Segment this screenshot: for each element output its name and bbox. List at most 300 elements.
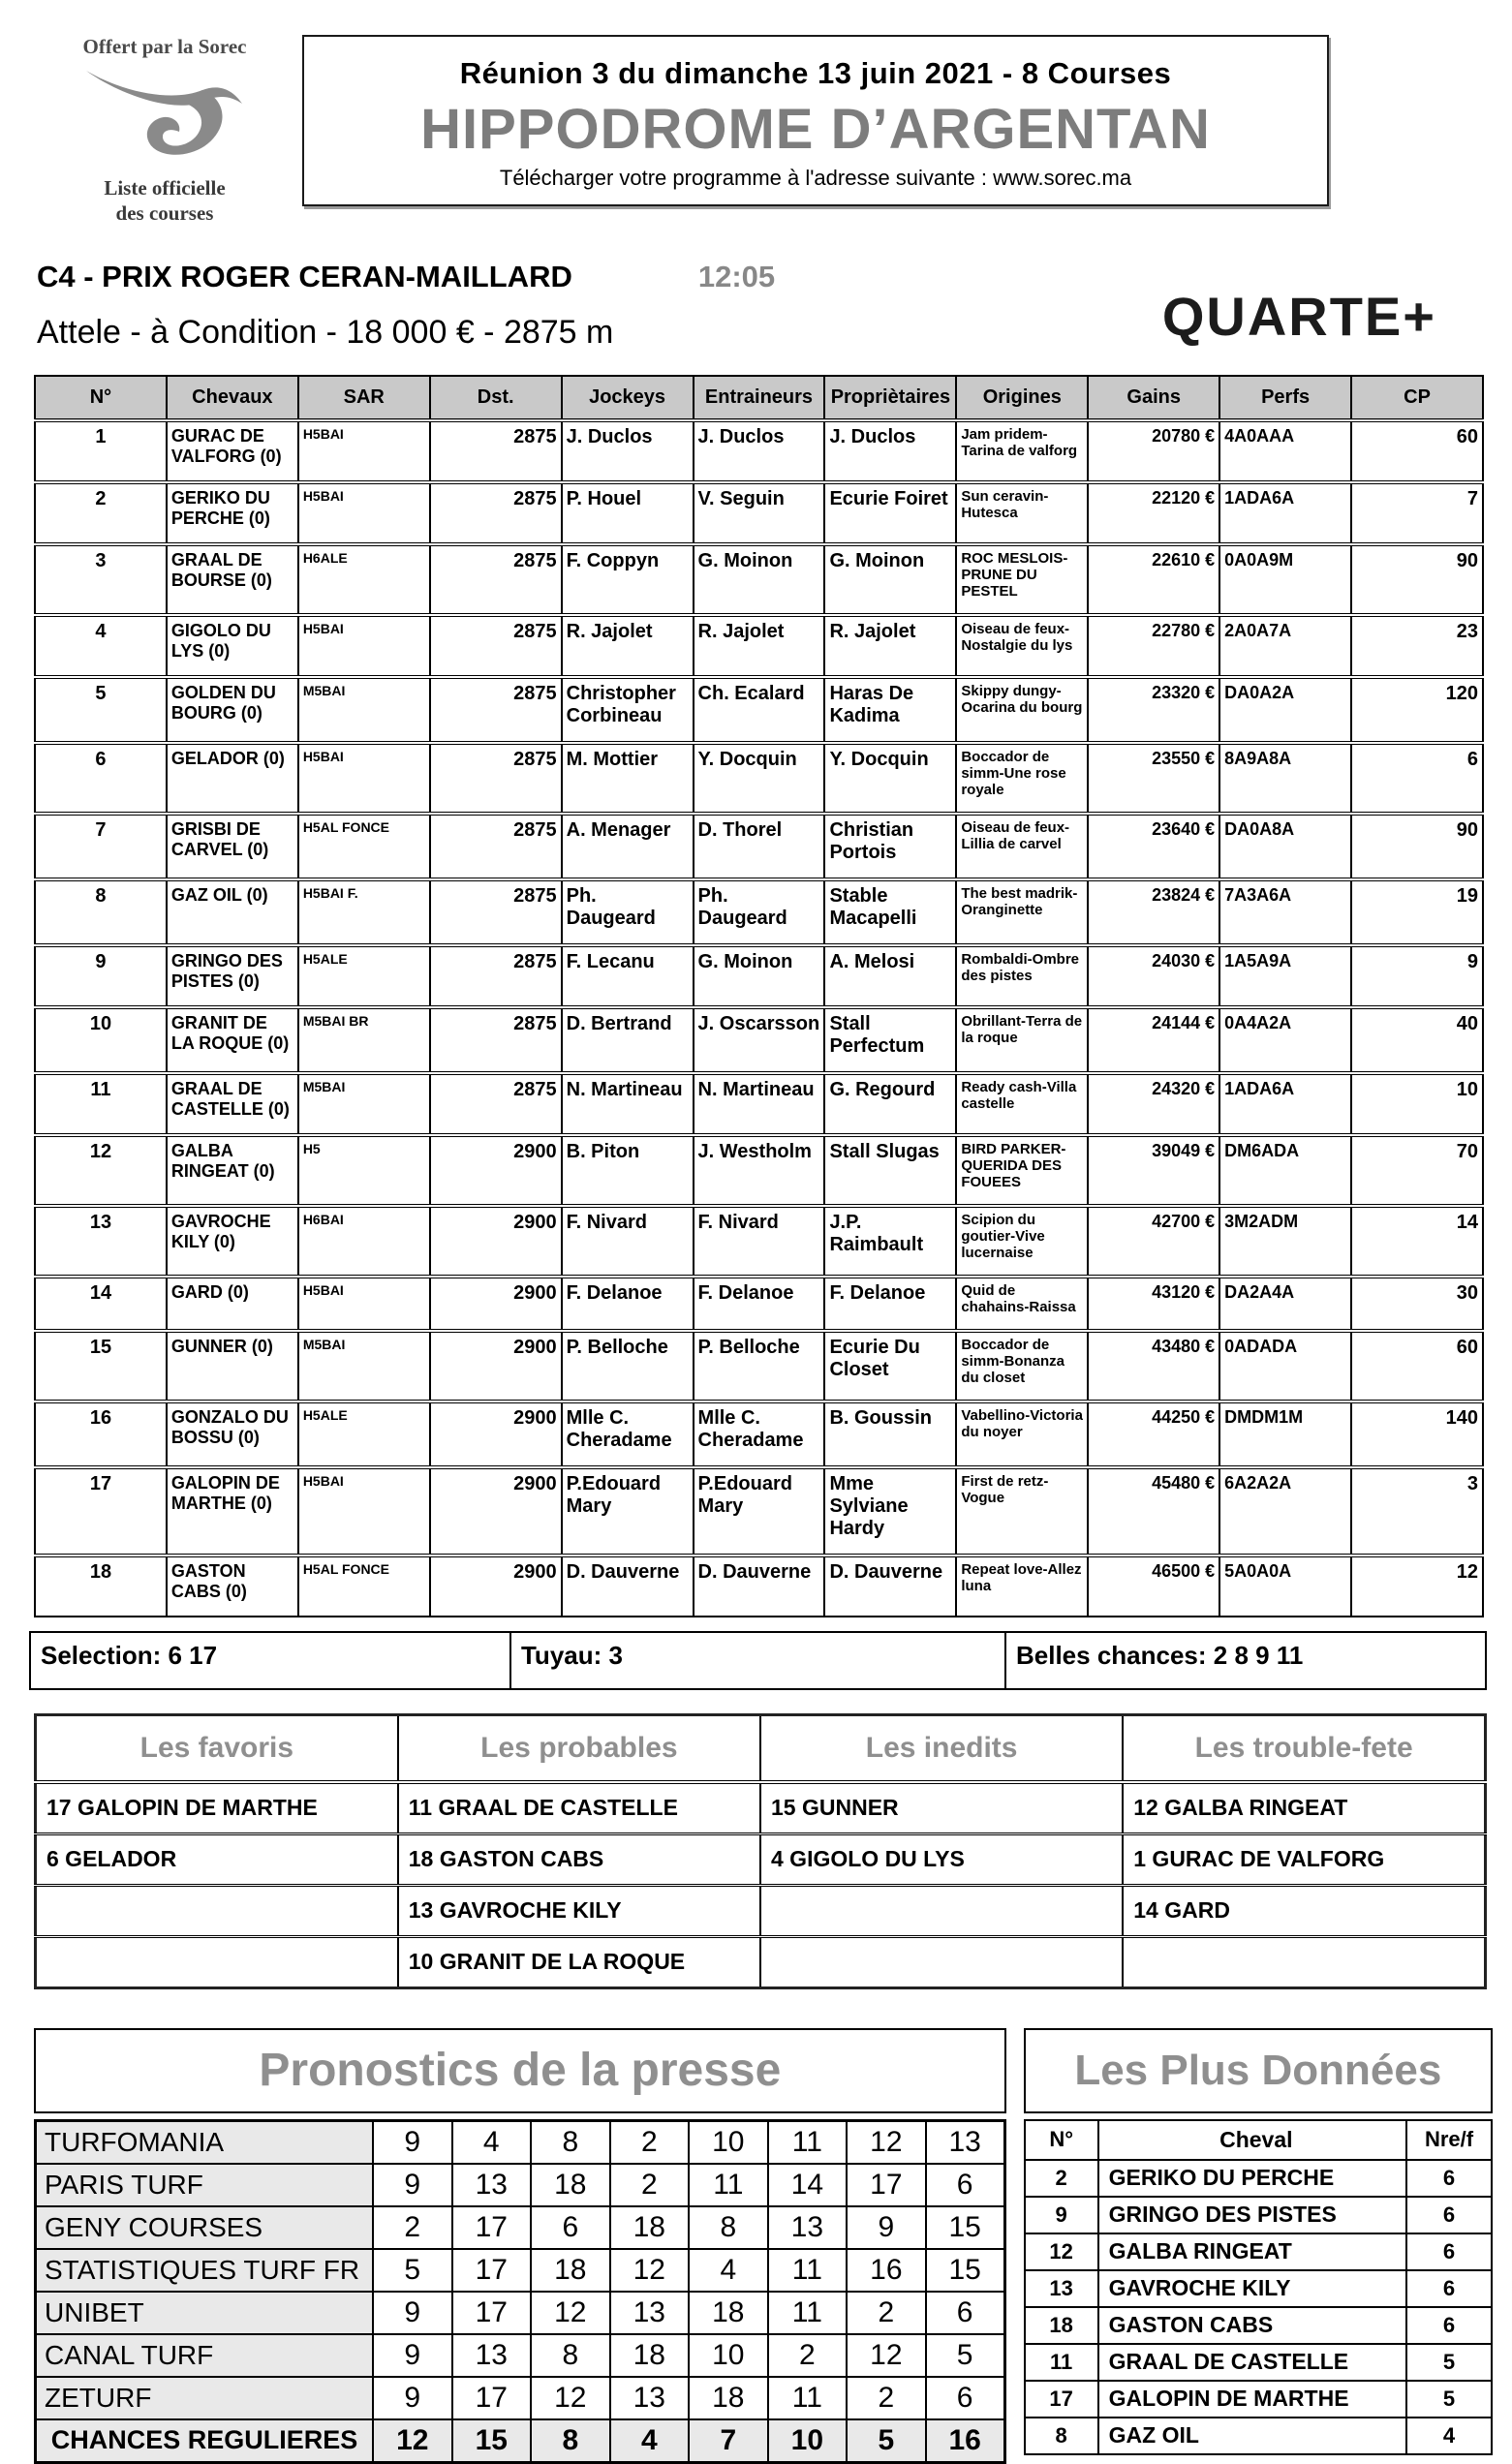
- runner-dst: 2875: [430, 482, 562, 544]
- plus-donnees-freq: 5: [1406, 2381, 1492, 2418]
- plus-donnees-row: [1025, 2160, 1492, 2197]
- plus-donnees-cheval: GRAAL DE CASTELLE: [1098, 2344, 1406, 2381]
- runner-proprietaire: G. Moinon: [824, 544, 956, 615]
- meeting-header-box: [302, 35, 1329, 206]
- runner-cheval: GRINGO DES PISTES (0): [167, 945, 298, 1007]
- runner-perfs: 3M2ADM: [1219, 1206, 1351, 1277]
- press-row: [36, 2419, 1005, 2463]
- runner-sar: H5AL FONCE: [298, 814, 430, 879]
- press-pick-number: 15: [926, 2206, 1005, 2249]
- runner-num: 9: [35, 945, 167, 1007]
- runner-dst: 2900: [430, 1135, 562, 1206]
- runner-jockey: P. Houel: [562, 482, 694, 544]
- race-heading: [37, 260, 1475, 352]
- runner-jockey: M. Mottier: [562, 743, 694, 814]
- plus-donnees-header-row: [1025, 2120, 1492, 2160]
- press-row: [36, 2164, 1005, 2206]
- plus-donnees-row: [1025, 2344, 1492, 2381]
- runner-dst: 2900: [430, 1401, 562, 1467]
- press-pick-number: 8: [531, 2419, 610, 2463]
- press-pick-number: 2: [610, 2120, 690, 2164]
- runner-cp: 60: [1351, 420, 1483, 482]
- plus-donnees-freq: 6: [1406, 2307, 1492, 2344]
- runner-num: 4: [35, 615, 167, 677]
- runner-cheval: GAZ OIL (0): [167, 879, 298, 945]
- plus-donnees-column-header: Cheval: [1098, 2120, 1406, 2160]
- runner-perfs: 1ADA6A: [1219, 482, 1351, 544]
- runner-perfs: DA0A8A: [1219, 814, 1351, 879]
- runner-gains: 24320 €: [1088, 1073, 1219, 1135]
- runner-row: [35, 945, 1483, 1007]
- runners-header-row: [35, 376, 1483, 420]
- runner-gains: 22610 €: [1088, 544, 1219, 615]
- plus-donnees-body: [1025, 2160, 1492, 2454]
- top-header: [0, 0, 1512, 227]
- runner-jockey: D. Bertrand: [562, 1007, 694, 1073]
- plus-donnees-num: 9: [1025, 2197, 1098, 2233]
- press-pick-number: 15: [926, 2249, 1005, 2292]
- runner-num: 2: [35, 482, 167, 544]
- picks-entry: [36, 1936, 398, 1987]
- press-row: [36, 2377, 1005, 2419]
- press-pick-number: 11: [768, 2377, 848, 2419]
- runner-dst: 2875: [430, 544, 562, 615]
- press-pick-number: 2: [847, 2377, 926, 2419]
- runner-cp: 90: [1351, 544, 1483, 615]
- runner-cheval: GALBA RINGEAT (0): [167, 1135, 298, 1206]
- runner-cp: 30: [1351, 1277, 1483, 1331]
- runner-perfs: 4A0AAA: [1219, 420, 1351, 482]
- runner-gains: 20780 €: [1088, 420, 1219, 482]
- press-row: [36, 2249, 1005, 2292]
- press-pick-number: 18: [531, 2249, 610, 2292]
- runner-num: 7: [35, 814, 167, 879]
- plus-donnees-cheval: GALOPIN DE MARTHE: [1098, 2381, 1406, 2418]
- belles-chances-cell: Belles chances: 2 8 9 11: [1005, 1632, 1486, 1689]
- plus-donnees-row: [1025, 2233, 1492, 2270]
- press-pick-number: 12: [373, 2419, 452, 2463]
- runner-entraineur: J. Duclos: [694, 420, 825, 482]
- runner-dst: 2900: [430, 1206, 562, 1277]
- press-row: [36, 2206, 1005, 2249]
- press-pick-number: 8: [531, 2120, 610, 2164]
- press-pick-number: 12: [847, 2120, 926, 2164]
- runner-perfs: 0A4A2A: [1219, 1007, 1351, 1073]
- runner-row: [35, 1555, 1483, 1617]
- press-pick-number: 13: [610, 2377, 690, 2419]
- picks-entry: 1 GURAC DE VALFORG: [1123, 1833, 1485, 1885]
- runner-cp: 120: [1351, 677, 1483, 743]
- runner-sar: H6ALE: [298, 544, 430, 615]
- plus-donnees-freq: 5: [1406, 2344, 1492, 2381]
- runner-gains: 39049 €: [1088, 1135, 1219, 1206]
- runner-origines: Ready cash-Villa castelle: [956, 1073, 1088, 1135]
- runner-num: 1: [35, 420, 167, 482]
- plus-donnees-cheval: GAZ OIL: [1098, 2418, 1406, 2454]
- runner-cheval: GUNNER (0): [167, 1331, 298, 1401]
- runner-gains: 23550 €: [1088, 743, 1219, 814]
- picks-entry: 18 GASTON CABS: [398, 1833, 760, 1885]
- runner-dst: 2875: [430, 677, 562, 743]
- runner-cheval: GAVROCHE KILY (0): [167, 1206, 298, 1277]
- runners-column-header: Jockeys: [562, 376, 694, 420]
- press-pick-number: 17: [452, 2249, 532, 2292]
- runner-cp: 140: [1351, 1401, 1483, 1467]
- runner-origines: Obrillant-Terra de la roque: [956, 1007, 1088, 1073]
- press-pick-number: 13: [610, 2292, 690, 2334]
- runner-origines: First de retz-Vogue: [956, 1467, 1088, 1555]
- sorec-logo-block: [0, 35, 291, 227]
- runner-perfs: DMDM1M: [1219, 1401, 1351, 1467]
- runner-cp: 60: [1351, 1331, 1483, 1401]
- press-source-name: ZETURF: [36, 2377, 374, 2419]
- runner-row: [35, 1401, 1483, 1467]
- runner-cp: 23: [1351, 615, 1483, 677]
- runner-entraineur: D. Thorel: [694, 814, 825, 879]
- runner-gains: 22780 €: [1088, 615, 1219, 677]
- plus-donnees-row: [1025, 2418, 1492, 2454]
- press-source-name: GENY COURSES: [36, 2206, 374, 2249]
- runner-proprietaire: Y. Docquin: [824, 743, 956, 814]
- runner-origines: Rombaldi-Ombre des pistes: [956, 945, 1088, 1007]
- press-pick-number: 4: [452, 2120, 532, 2164]
- runner-entraineur: J. Westholm: [694, 1135, 825, 1206]
- runner-gains: 43480 €: [1088, 1331, 1219, 1401]
- press-source-name: UNIBET: [36, 2292, 374, 2334]
- runner-num: 17: [35, 1467, 167, 1555]
- picks-entry: 14 GARD: [1123, 1885, 1485, 1936]
- press-source-name: CANAL TURF: [36, 2334, 374, 2377]
- runner-sar: M5BAI: [298, 677, 430, 743]
- press-pick-number: 5: [926, 2334, 1005, 2377]
- picks-entry: 17 GALOPIN DE MARTHE: [36, 1782, 398, 1834]
- runner-perfs: DA2A4A: [1219, 1277, 1351, 1331]
- press-pick-number: 16: [926, 2419, 1005, 2463]
- runner-sar: H5: [298, 1135, 430, 1206]
- runner-cp: 9: [1351, 945, 1483, 1007]
- runner-entraineur: F. Delanoe: [694, 1277, 825, 1331]
- runner-num: 6: [35, 743, 167, 814]
- plus-donnees-num: 17: [1025, 2381, 1098, 2418]
- runner-sar: H5BAI F.: [298, 879, 430, 945]
- runner-origines: Oiseau de feux-Nostalgie du lys: [956, 615, 1088, 677]
- runner-cheval: GRANIT DE LA ROQUE (0): [167, 1007, 298, 1073]
- press-pick-number: 9: [373, 2164, 452, 2206]
- plus-donnees-column-header: Nre/f: [1406, 2120, 1492, 2160]
- runner-num: 14: [35, 1277, 167, 1331]
- runner-cp: 14: [1351, 1206, 1483, 1277]
- press-pick-number: 13: [926, 2120, 1005, 2164]
- runner-dst: 2900: [430, 1467, 562, 1555]
- press-pick-number: 8: [689, 2206, 768, 2249]
- runner-sar: H5BAI: [298, 1277, 430, 1331]
- runner-proprietaire: R. Jajolet: [824, 615, 956, 677]
- press-pick-number: 4: [610, 2419, 690, 2463]
- picks-column-header: Les favoris: [36, 1714, 398, 1782]
- runner-sar: H5BAI: [298, 1467, 430, 1555]
- runner-dst: 2875: [430, 1007, 562, 1073]
- runner-num: 10: [35, 1007, 167, 1073]
- runner-proprietaire: Ecurie Du Closet: [824, 1331, 956, 1401]
- picks-row: [36, 1782, 1486, 1834]
- runner-jockey: F. Lecanu: [562, 945, 694, 1007]
- runner-num: 15: [35, 1331, 167, 1401]
- runner-jockey: N. Martineau: [562, 1073, 694, 1135]
- press-pick-number: 6: [531, 2206, 610, 2249]
- press-pick-number: 9: [847, 2206, 926, 2249]
- plus-donnees-freq: 4: [1406, 2418, 1492, 2454]
- runner-entraineur: Mlle C. Cheradame: [694, 1401, 825, 1467]
- picks-entry: 11 GRAAL DE CASTELLE: [398, 1782, 760, 1834]
- runner-entraineur: Ch. Ecalard: [694, 677, 825, 743]
- runner-num: 11: [35, 1073, 167, 1135]
- runner-perfs: 8A9A8A: [1219, 743, 1351, 814]
- logo-top-text: Offert par la Sorec: [82, 35, 247, 58]
- meeting-title: Réunion 3 du dimanche 13 juin 2021 - 8 Courses: [459, 56, 1172, 90]
- hippodrome-title: HIPPODROME D’ARGENTAN: [420, 98, 1211, 161]
- selection-row: [30, 1632, 1486, 1689]
- runner-gains: 44250 €: [1088, 1401, 1219, 1467]
- runner-entraineur: N. Martineau: [694, 1073, 825, 1135]
- press-pick-number: 12: [610, 2249, 690, 2292]
- runner-jockey: Christopher Corbineau: [562, 677, 694, 743]
- runner-row: [35, 1277, 1483, 1331]
- runner-jockey: J. Duclos: [562, 420, 694, 482]
- press-pick-number: 12: [847, 2334, 926, 2377]
- runner-jockey: P. Belloche: [562, 1331, 694, 1401]
- runner-entraineur: P.Edouard Mary: [694, 1467, 825, 1555]
- runner-gains: 24144 €: [1088, 1007, 1219, 1073]
- plus-donnees-title: Les Plus Données: [1024, 2028, 1493, 2113]
- race-title: C4 - PRIX ROGER CERAN-MAILLARD: [37, 259, 572, 293]
- runner-cp: 40: [1351, 1007, 1483, 1073]
- runner-gains: 46500 €: [1088, 1555, 1219, 1617]
- press-table: [34, 2119, 1006, 2464]
- press-pick-number: 18: [610, 2334, 690, 2377]
- runner-row: [35, 1007, 1483, 1073]
- runner-jockey: F. Delanoe: [562, 1277, 694, 1331]
- runner-origines: Jam pridem-Tarina de valforg: [956, 420, 1088, 482]
- picks-column-header: Les probables: [398, 1714, 760, 1782]
- runner-proprietaire: J.P. Raimbault: [824, 1206, 956, 1277]
- runner-gains: 23824 €: [1088, 879, 1219, 945]
- runner-origines: The best madrik-Oranginette: [956, 879, 1088, 945]
- runner-sar: M5BAI: [298, 1073, 430, 1135]
- picks-row: [36, 1833, 1486, 1885]
- runner-cheval: GERIKO DU PERCHE (0): [167, 482, 298, 544]
- runner-num: 3: [35, 544, 167, 615]
- press-pick-number: 18: [531, 2164, 610, 2206]
- runner-row: [35, 544, 1483, 615]
- picks-header-row: [36, 1714, 1486, 1782]
- press-pick-number: 6: [926, 2292, 1005, 2334]
- runner-origines: Oiseau de feux-Lillia de carvel: [956, 814, 1088, 879]
- press-row: [36, 2292, 1005, 2334]
- runner-origines: Sun ceravin-Hutesca: [956, 482, 1088, 544]
- runner-dst: 2900: [430, 1277, 562, 1331]
- runner-gains: 24030 €: [1088, 945, 1219, 1007]
- plus-donnees-column-header: N°: [1025, 2120, 1098, 2160]
- runners-body: [35, 420, 1483, 1617]
- plus-donnees-num: 13: [1025, 2270, 1098, 2307]
- runner-perfs: 6A2A2A: [1219, 1467, 1351, 1555]
- press-pick-number: 6: [926, 2164, 1005, 2206]
- runner-row: [35, 420, 1483, 482]
- runner-proprietaire: F. Delanoe: [824, 1277, 956, 1331]
- runner-dst: 2875: [430, 945, 562, 1007]
- runner-jockey: F. Coppyn: [562, 544, 694, 615]
- plus-donnees-table: [1024, 2119, 1493, 2455]
- runner-row: [35, 879, 1483, 945]
- runner-row: [35, 743, 1483, 814]
- runner-cheval: GONZALO DU BOSSU (0): [167, 1401, 298, 1467]
- runners-column-header: Dst.: [430, 376, 562, 420]
- press-pick-number: 18: [689, 2292, 768, 2334]
- runner-cp: 6: [1351, 743, 1483, 814]
- runners-column-header: CP: [1351, 376, 1483, 420]
- runner-sar: H5ALE: [298, 945, 430, 1007]
- press-pick-number: 9: [373, 2377, 452, 2419]
- bet-type-label: QUARTE+: [1161, 285, 1436, 347]
- press-pick-number: 11: [768, 2120, 848, 2164]
- runner-jockey: P.Edouard Mary: [562, 1467, 694, 1555]
- bottom-section: [34, 2028, 1493, 2464]
- press-row: [36, 2334, 1005, 2377]
- selection-cell: Selection: 6 17: [30, 1632, 510, 1689]
- plus-donnees-freq: 6: [1406, 2270, 1492, 2307]
- picks-column-header: Les trouble-fete: [1123, 1714, 1485, 1782]
- runner-proprietaire: Stable Macapelli: [824, 879, 956, 945]
- runner-origines: ROC MESLOIS-PRUNE DU PESTEL: [956, 544, 1088, 615]
- runner-sar: H5ALE: [298, 1401, 430, 1467]
- runner-dst: 2900: [430, 1331, 562, 1401]
- press-title: Pronostics de la presse: [34, 2028, 1006, 2113]
- press-pick-number: 13: [768, 2206, 848, 2249]
- picks-entry: [36, 1885, 398, 1936]
- runner-entraineur: G. Moinon: [694, 544, 825, 615]
- runners-column-header: Entraineurs: [694, 376, 825, 420]
- press-pick-number: 15: [452, 2419, 532, 2463]
- press-pick-number: 12: [531, 2377, 610, 2419]
- runner-cp: 12: [1351, 1555, 1483, 1617]
- runner-row: [35, 1467, 1483, 1555]
- runner-num: 13: [35, 1206, 167, 1277]
- press-pick-number: 2: [847, 2292, 926, 2334]
- plus-donnees-cheval: GRINGO DES PISTES: [1098, 2197, 1406, 2233]
- runner-entraineur: J. Oscarsson: [694, 1007, 825, 1073]
- runner-cp: 7: [1351, 482, 1483, 544]
- runner-dst: 2875: [430, 420, 562, 482]
- runner-perfs: 0A0A9M: [1219, 544, 1351, 615]
- picks-entry: 15 GUNNER: [760, 1782, 1123, 1834]
- runner-entraineur: R. Jajolet: [694, 615, 825, 677]
- plus-donnees-num: 2: [1025, 2160, 1098, 2197]
- press-pick-number: 17: [847, 2164, 926, 2206]
- plus-donnees-freq: 6: [1406, 2160, 1492, 2197]
- picks-entry: 13 GAVROCHE KILY: [398, 1885, 760, 1936]
- plus-donnees-num: 11: [1025, 2344, 1098, 2381]
- plus-donnees-row: [1025, 2381, 1492, 2418]
- runner-cheval: GRAAL DE CASTELLE (0): [167, 1073, 298, 1135]
- runner-entraineur: P. Belloche: [694, 1331, 825, 1401]
- runner-perfs: DM6ADA: [1219, 1135, 1351, 1206]
- press-source-name: TURFOMANIA: [36, 2120, 374, 2164]
- runners-column-header: Chevaux: [167, 376, 298, 420]
- runner-sar: H5BAI: [298, 743, 430, 814]
- plus-donnees-num: 18: [1025, 2307, 1098, 2344]
- runners-column-header: Origines: [956, 376, 1088, 420]
- runner-row: [35, 1073, 1483, 1135]
- runners-column-header: Perfs: [1219, 376, 1351, 420]
- download-note: Télécharger votre programme à l'adresse suivante : www.sorec.ma: [499, 166, 1132, 190]
- picks-entry: 10 GRANIT DE LA ROQUE: [398, 1936, 760, 1987]
- press-pick-number: 11: [768, 2249, 848, 2292]
- plus-donnees-num: 8: [1025, 2418, 1098, 2454]
- press-pick-number: 14: [768, 2164, 848, 2206]
- runner-proprietaire: B. Goussin: [824, 1401, 956, 1467]
- press-block: [34, 2028, 1006, 2464]
- press-pick-number: 4: [689, 2249, 768, 2292]
- picks-entry: 6 GELADOR: [36, 1833, 398, 1885]
- runner-proprietaire: Ecurie Foiret: [824, 482, 956, 544]
- runner-sar: H5AL FONCE: [298, 1555, 430, 1617]
- runner-perfs: 0ADADA: [1219, 1331, 1351, 1401]
- press-pick-number: 17: [452, 2292, 532, 2334]
- runner-sar: H6BAI: [298, 1206, 430, 1277]
- runner-cp: 90: [1351, 814, 1483, 879]
- runner-cheval: GURAC DE VALFORG (0): [167, 420, 298, 482]
- runner-proprietaire: G. Regourd: [824, 1073, 956, 1135]
- runner-gains: 23320 €: [1088, 677, 1219, 743]
- runner-proprietaire: A. Melosi: [824, 945, 956, 1007]
- runner-origines: Boccador de simm-Une rose royale: [956, 743, 1088, 814]
- runner-dst: 2875: [430, 615, 562, 677]
- runner-num: 18: [35, 1555, 167, 1617]
- runner-num: 12: [35, 1135, 167, 1206]
- runner-perfs: 1A5A9A: [1219, 945, 1351, 1007]
- press-pick-number: 17: [452, 2206, 532, 2249]
- runner-jockey: Ph. Daugeard: [562, 879, 694, 945]
- runner-origines: Scipion du goutier-Vive lucernaise: [956, 1206, 1088, 1277]
- press-pick-number: 12: [531, 2292, 610, 2334]
- runners-column-header: Propriètaires: [824, 376, 956, 420]
- runner-perfs: 5A0A0A: [1219, 1555, 1351, 1617]
- press-pick-number: 10: [689, 2120, 768, 2164]
- runner-jockey: Mlle C. Cheradame: [562, 1401, 694, 1467]
- runner-entraineur: D. Dauverne: [694, 1555, 825, 1617]
- tuyau-cell: Tuyau: 3: [510, 1632, 1005, 1689]
- runner-cheval: GRAAL DE BOURSE (0): [167, 544, 298, 615]
- press-pick-number: 2: [373, 2206, 452, 2249]
- press-pick-number: 5: [373, 2249, 452, 2292]
- plus-donnees-row: [1025, 2270, 1492, 2307]
- press-pick-number: 18: [610, 2206, 690, 2249]
- press-source-name: PARIS TURF: [36, 2164, 374, 2206]
- runner-origines: Skippy dungy-Ocarina du bourg: [956, 677, 1088, 743]
- runner-cheval: GELADOR (0): [167, 743, 298, 814]
- runner-perfs: DA0A2A: [1219, 677, 1351, 743]
- runner-jockey: F. Nivard: [562, 1206, 694, 1277]
- runner-entraineur: Y. Docquin: [694, 743, 825, 814]
- runner-dst: 2900: [430, 1555, 562, 1617]
- runner-perfs: 1ADA6A: [1219, 1073, 1351, 1135]
- press-pick-number: 2: [768, 2334, 848, 2377]
- runner-cheval: GALOPIN DE MARTHE (0): [167, 1467, 298, 1555]
- press-source-name: CHANCES REGULIERES: [36, 2419, 374, 2463]
- runner-entraineur: F. Nivard: [694, 1206, 825, 1277]
- picks-row: [36, 1885, 1486, 1936]
- runner-proprietaire: Haras De Kadima: [824, 677, 956, 743]
